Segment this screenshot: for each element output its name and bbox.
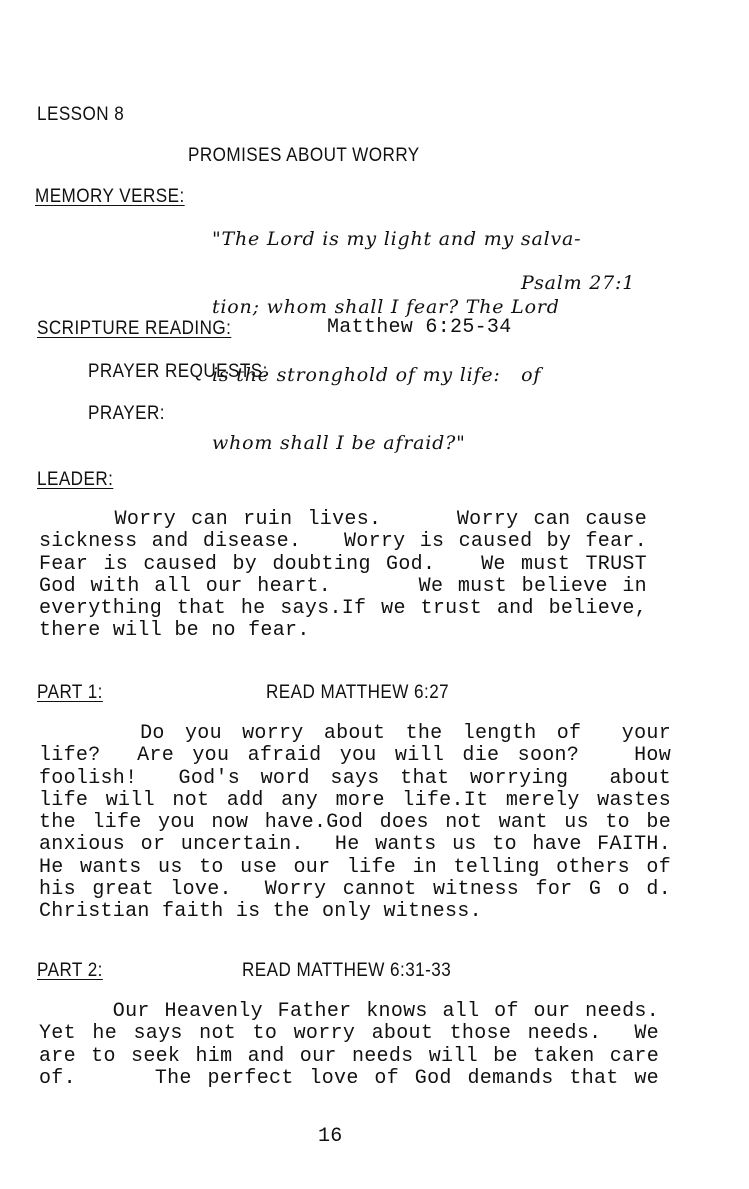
paragraph-line: anxious or uncertain. He wants us to have FAITH. (39, 833, 671, 857)
paragraph-line: Fear is caused by doubting God. We must TRUST (39, 552, 647, 576)
lesson-title: PROMISES ABOUT WORRY (188, 145, 420, 166)
part2-paragraph (39, 1001, 659, 1090)
paragraph-line: He wants us to use our life in telling others of (39, 855, 671, 879)
page-number: 16 (318, 1125, 343, 1148)
prayer-requests-label: PRAYER REQUESTS: (88, 361, 268, 382)
paragraph-line: Do you worry about the length of your (39, 722, 671, 745)
paragraph-line: life? Are you afraid you will die soon? How (39, 744, 671, 768)
paragraph-line: foolish! God's word says that worrying about (39, 766, 671, 790)
paragraph-line: Worry can ruin lives. Worry can cause (39, 508, 647, 531)
scripture-reading-value: Matthew 6:25-34 (327, 316, 512, 339)
memory-verse-line: is the stronghold of my life: of (212, 364, 542, 386)
paragraph-line: Our Heavenly Father knows all of our needs. (39, 1000, 659, 1023)
paragraph-line: there will be no fear. (39, 619, 310, 643)
part1-label: PART 1: (37, 682, 103, 703)
part1-paragraph (39, 723, 671, 924)
paragraph-line: Yet he says not to worry about those needs. We (39, 1022, 659, 1046)
part2-label: PART 2: (37, 960, 103, 981)
leader-paragraph (39, 509, 647, 643)
paragraph-line: of. The perfect love of God demands that we (39, 1066, 659, 1090)
memory-verse-line: "The Lord is my light and my salva- (212, 228, 582, 250)
paragraph-line: Christian faith is the only witness. (39, 900, 482, 924)
paragraph-line: everything that he says.If we trust and believe, (39, 597, 647, 621)
paragraph-line: his great love. Worry cannot witness for G o d. (39, 878, 671, 902)
memory-verse-reference: Psalm 27:1 (521, 272, 636, 294)
scripture-reading-label: SCRIPTURE READING: (37, 318, 232, 339)
paragraph-line: life will not add any more life.It merely wastes (39, 788, 671, 812)
prayer-label: PRAYER: (88, 403, 165, 424)
lesson-number: LESSON 8 (37, 104, 125, 125)
leader-label: LEADER: (37, 469, 114, 490)
memory-verse-line: whom shall I be afraid?" (212, 432, 466, 454)
memory-verse-label: MEMORY VERSE: (35, 186, 185, 207)
memory-verse-line: tion; whom shall I fear? The Lord (212, 296, 560, 318)
paragraph-line: sickness and disease. Worry is caused by fear. (39, 530, 647, 554)
part1-heading: READ MATTHEW 6:27 (266, 682, 450, 703)
paragraph-line: are to seek him and our needs will be taken care (39, 1044, 659, 1068)
paragraph-line: God with all our heart. We must believe in (39, 574, 647, 598)
part2-heading: READ MATTHEW 6:31-33 (242, 960, 452, 981)
paragraph-line: the life you now have.God does not want us to be (39, 811, 671, 835)
